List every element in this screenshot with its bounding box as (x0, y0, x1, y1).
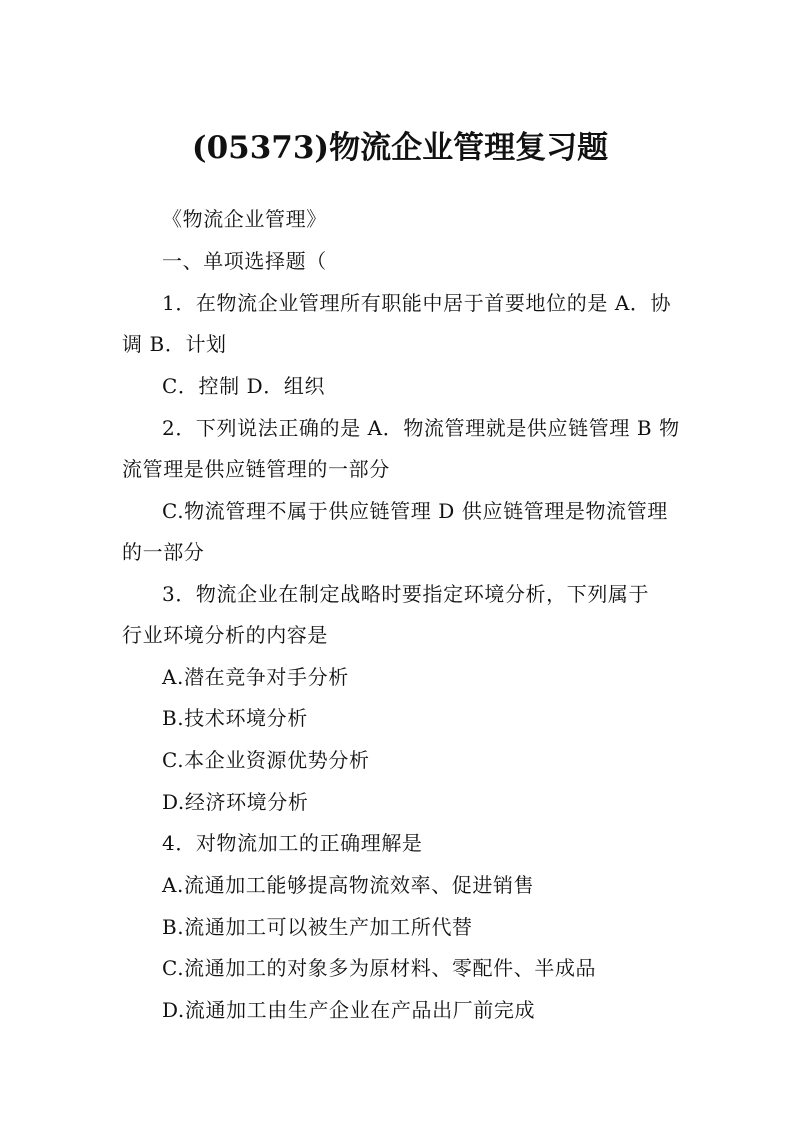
question-2-line-3: C.物流管理不属于供应链管理 D 供应链管理是物流管理 (162, 499, 668, 523)
question-4-stem: 4．对物流加工的正确理解是 (162, 831, 423, 855)
question-1-line-2: 调 B．计划 (122, 332, 227, 356)
section-heading: 《物流企业管理》 (162, 207, 327, 231)
document-title: (05373)物流企业管理复习题 (191, 130, 609, 166)
question-3-option-c: C.本企业资源优势分析 (162, 748, 370, 772)
question-2-line-1: 2．下列说法正确的是 A．物流管理就是供应链管理 B 物 (162, 416, 680, 440)
question-2-line-4: 的一部分 (122, 540, 205, 564)
question-2-line-2: 流管理是供应链管理的一部分 (122, 457, 390, 481)
question-4-option-a: A.流通加工能够提高物流效率、促进销售 (162, 873, 535, 897)
question-4-option-b: B.流通加工可以被生产加工所代替 (162, 915, 473, 939)
question-3-line-2: 行业环境分析的内容是 (122, 623, 328, 647)
question-3-line-1: 3．物流企业在制定战略时要指定环境分析，下列属于 (162, 582, 650, 606)
question-1-line-1: 1．在物流企业管理所有职能中居于首要地位的是 A．协 (162, 291, 672, 315)
question-4-option-c: C.流通加工的对象多为原材料、零配件、半成品 (162, 956, 597, 980)
question-3-option-b: B.技术环境分析 (162, 706, 308, 730)
question-3-option-d: D.经济环境分析 (162, 790, 309, 814)
question-4-option-d: D.流通加工由生产企业在产品出厂前完成 (162, 998, 536, 1022)
question-1-options: C．控制 D．组织 (162, 374, 326, 398)
question-type-heading: 一、单项选择题（ (162, 249, 327, 273)
question-3-option-a: A.潜在竞争对手分析 (162, 665, 349, 689)
